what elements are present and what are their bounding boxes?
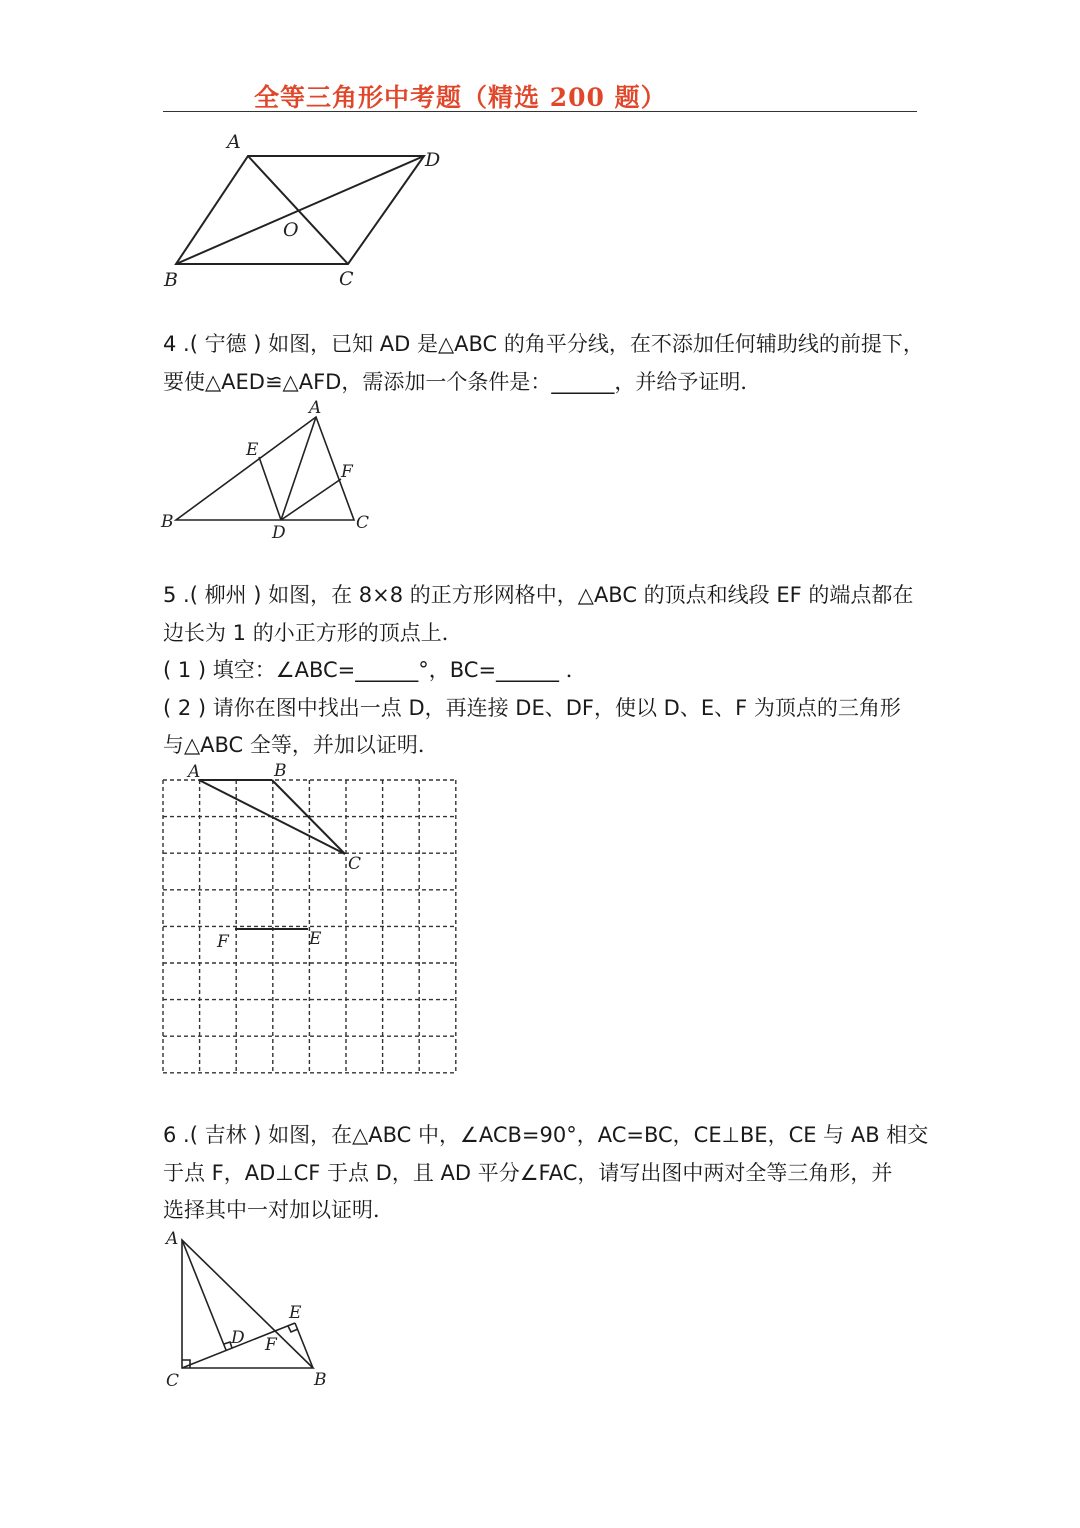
- label-a: A: [188, 762, 201, 782]
- label-c: C: [339, 268, 354, 290]
- problem-5-text: [163, 577, 923, 765]
- label-d: D: [425, 149, 441, 171]
- label-e: E: [289, 1303, 302, 1323]
- figure-square-grid: [155, 755, 460, 1085]
- label-b: B: [161, 512, 174, 532]
- problem-6-line-2: 于点 F，AD⊥CF 于点 D，且 AD 平分∠FAC，请写出图中两对全等三角形，并: [163, 1160, 893, 1185]
- header-divider: [163, 111, 917, 112]
- problem-6-line-1: 6 .( 吉林 ) 如图，在△ABC 中，∠ACB=90°，AC=BC，CE⊥BE，CE 与 AB 相交: [163, 1123, 929, 1147]
- segment-ad: [281, 417, 316, 520]
- label-c: C: [348, 854, 362, 874]
- label-e: E: [246, 440, 259, 460]
- problem-6-text: [163, 1117, 929, 1230]
- problem-4-text: [163, 326, 923, 401]
- label-e: E: [309, 929, 322, 949]
- page-title: 全等三角形中考题（精选 200 题）: [254, 83, 667, 112]
- problem-4-line-2: 要使△AED≌△AFD，需添加一个条件是：______，并给予证明．: [163, 369, 762, 394]
- label-f: F: [341, 462, 353, 482]
- label-d: D: [272, 523, 286, 543]
- figure-parallelogram: [150, 125, 460, 295]
- problem-5-line-2: 边长为 1 的小正方形的顶点上．: [163, 620, 463, 645]
- figure-right-triangle: [155, 1222, 345, 1397]
- problem-5-line-3: ( 1 ) 填空：∠ABC=______°，BC=______ ．: [163, 658, 587, 682]
- segment-ed: [259, 457, 281, 520]
- label-o: O: [283, 219, 299, 241]
- problem-5-line-5: 与△ABC 全等，并加以证明．: [163, 733, 439, 757]
- label-f: F: [265, 1335, 277, 1355]
- label-c: C: [166, 1371, 180, 1391]
- problem-6-line-3: 选择其中一对加以证明．: [163, 1198, 394, 1222]
- label-b: B: [274, 761, 287, 781]
- label-c: C: [356, 513, 370, 533]
- label-b: B: [314, 1370, 327, 1390]
- problem-5-line-1: 5 .( 柳州 ) 如图，在 8×8 的正方形网格中，△ABC 的顶点和线段 EF 的端点都在: [163, 583, 914, 607]
- label-a: A: [309, 398, 322, 418]
- problem-4-line-1: 4 .( 宁德 ) 如图，已知 AD 是△ABC 的角平分线，在不添加任何辅助线的前提下，: [163, 332, 924, 356]
- grid-lines: [163, 780, 456, 1073]
- label-d: D: [231, 1328, 245, 1348]
- segment-fd: [281, 479, 341, 520]
- figure-angle-bisector: [155, 395, 385, 545]
- label-f: F: [217, 932, 229, 952]
- label-a: A: [227, 131, 241, 153]
- label-b: B: [164, 269, 178, 291]
- label-a: A: [166, 1229, 179, 1249]
- triangle-abc: [176, 417, 354, 520]
- segment-ad: [182, 1240, 226, 1350]
- problem-5-line-4: ( 2 ) 请你在图中找出一点 D，再连接 DE、DF，使以 D、E、F 为顶点的三角形: [163, 695, 901, 720]
